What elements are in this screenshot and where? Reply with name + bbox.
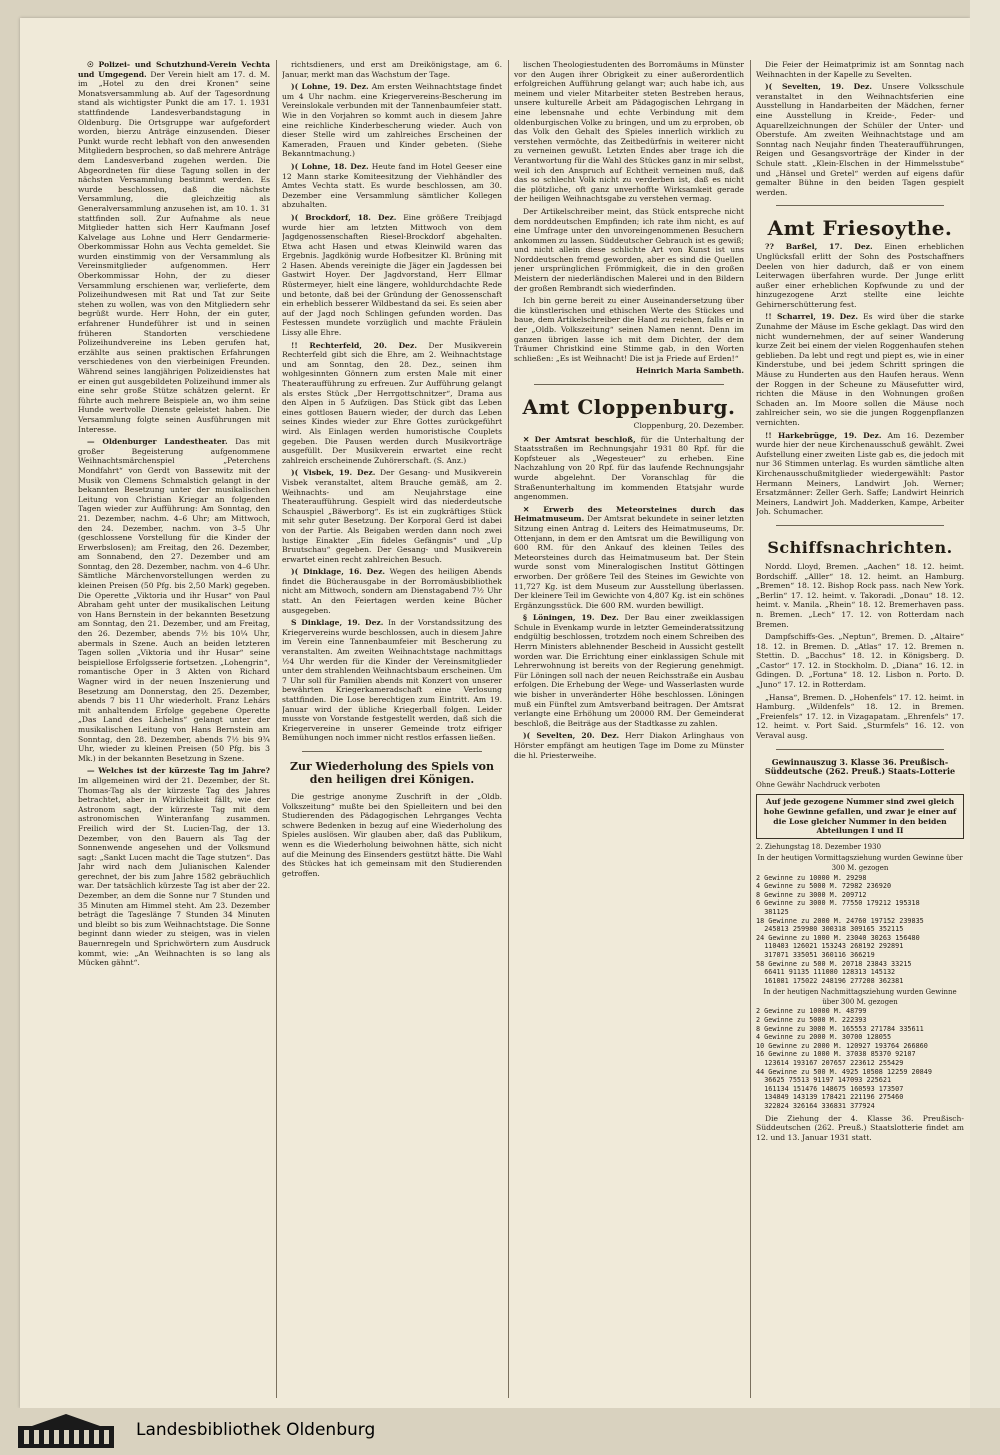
article-paragraph: Ich bin gerne bereit zu einer Auseinandersetzung über die künstlerischen und ethischen Werte des Stückes und baue, dem Artikelschreiber die Hand zu reichen, falls er in der „Oldb. Volkszeitung“ seinen Namen nennt. Denn im ganzen übrigen lasse ich mit dem Dichter, der dem Träumer Christkind eine Stimme gab, in den Worten schließen: „Es ist Weihnacht! Die ist ja Friede auf Erden!“: [514, 296, 744, 363]
lottery-morning-heading: In der heutigen Vormittagsziehung wurden Gewinne über 300 M. gezogen: [757, 854, 963, 872]
newspaper-page: [20, 18, 970, 1408]
page-edge: [970, 0, 1000, 1455]
article-lohne-viehhaendler: )( Lohne, 18. Dez. Heute fand im Hotel Geeser eine 12 Mann starke Komiteesitzung der Viehhändler des Amtes Vechta statt. Es wurde beschlossen, am 30. Dezember eine Versammlung sämtlicher Kollegen abzuhalten.: [282, 161, 502, 210]
library-building-icon: [12, 1412, 120, 1450]
article-polizei-hundverein: ☉ Polizei- und Schutzhund-Verein Vechta und Umgegend. Der Verein hielt am 17. d. M. im „Hotel zu den drei Kronen“ seine Monatsversammlung ab. Auf der Tagesordnung stand als wichtigster Punkt die am 17. 1. 1931 stattfindende Landesverbandstagung in Oldenburg. Die Ortsgruppe war aufgefordert worden, bierzu Anträge einzusenden. Dieser Punkt wurde recht lebhaft von den anwesenden Mitgliedern besprochen, so daß mehrere Anträge dem Landesverband zugehen werden. Die Abgeordneten für diese Tagung sollen in der nächsten Versammlung bestimmt werden. Es wurde beschlossen, daß die nächste Versammlung, die gleichzeitig als Generalversammlung anzusehen ist, am 10. 1. 31 stattfinden soll. Zur Aufnahme als neue Mitglieder hatten sich Herr Kaufmann Josef Kalvelage aus Lohne und Herr Gendarmerie-Oberkommissar Hohn aus Vechta gemeldet. Sie wurden einstimmig von der Versammlung als Vereinsmitglieder aufgenommen. Herr Oberkommissar Hohn, der zu dieser Versammlung erschienen war, verlieferte, dem Polizeihundwesen mit Rat und Tat zur Seite stehen zu wollen, was von den Mitgliedern sehr begrüßt wurde. Herr Hohn, der ein guter, erfahrener Hundeführer ist und in seinen früheren Standorten verschiedene Polizeihundvereine ins Leben gerufen hat, erzählte aus seinen praktischen Erfahrungen verschiedenes von den vierbeinigen Freunden. Während seines langjährigen Polizeidienstes hat er einen gut ausgebildeten Polizeihund immer als eine sehr große Stütze schätzen gelernt. Er führte auch mehrere Beispiele an, wo ihm seine Hunde wertvolle Dienste geleistet haben. Die Versammlung folgte seinen Ausführungen mit Interesse.: [78, 60, 270, 434]
article-harkebruegge: !! Harkebrügge, 19. Dez. Am 16. Dezember wurde hier der neue Kirchenausschuß gewählt. Zwei Aufstellung einer zweiten Liste gab es, die jedoch mit nur 36 Stimmen unterlag. Es wurden sämtliche alten Kirchenausschußmitglieder wiedergewählt: Pastor Hermann Meiners, Landwirt Joh. Werner; Ersatzmänner: Zeller Gerh. Saffe; Landwirt Heinrich Meiners, Landwirt Joh. Madderken, Kampe, Arbeiter Joh. Schumacher.: [756, 430, 964, 517]
shipping-hansa: „Hansa“, Bremen. D. „Hohenfels“ 17. 12. heimt. in Hamburg. „Wildenfels“ 18. 12. in Bremen. „Freienfels“ 17. 12. in Vizagapatam. „Ehrenfels“ 17. 12. heimt. v. Port Said. „Sturmfels“ 16. 12. von Veraval ausg.: [756, 692, 964, 741]
section-heading: Zur Wiederholung des Spiels von den heiligen drei Königen.: [290, 759, 494, 786]
lottery-next-draw: Die Ziehung der 4. Klasse 36. Preußisch-Süddeutschen (262. Preuß.) Staatslotterie findet am 12. und 13. Januar 1931 statt.: [756, 1113, 964, 1142]
column-1: [78, 60, 270, 1398]
article-rechterfeld: !! Rechterfeld, 20. Dez. Der Musikverein Rechterfeld gibt sich die Ehre, am 2. Weihnachtstage und am Sonntag, den 28. Dez., seinen ihm wohlgesinnten Gönnern zum ersten Male mit einer Theateraufführung zu erfreuen. Zur Aufführung gelangt als erstes Stück „Der Herrgottschnitzer“, Drama aus den Alpen in 5 Aufzügen. Das Stück gibt das Leben eines gottlosen Bauern wieder, der durch das Leben seines Kindes wieder zur Ehre Gottes zurückgeführt wird. Als Einlagen werden humoristische Couplets gegeben. Die Pausen werden durch Musikvorträge ausgefüllt. Der Musikverein erwartet eine recht zahlreich erscheinende Zuhörerschaft. (S. Anz.): [282, 340, 502, 465]
lottery-subtitle: Ohne Gewähr Nachdruck verboten: [756, 780, 881, 789]
lottery-afternoon-numbers: 2 Gewinne zu 10000 M. 48799 2 Gewinne zu 5000 M. 222393 8 Gewinne zu 3000 M. 165553 271784 335611 4 Gewinne zu 2000 M. 30700 128055 10 Gewinne zu 2000 M. 120927 193764 266860 16 Gewinne zu 1000 M. 37038 85370 92107 123614 193167 207657 223612 255429 44 Gewinne zu 500 M. 4925 10508 12259 20849 36625 75513 91197 147093 225621 161134 151476 148675 160593 173507 134849 143139 178421 221196 275460 322824 326164 336831 377924: [756, 1007, 932, 1110]
article-paragraph: Der Artikelschreiber meint, das Stück entspreche nicht dem norddeutschen Empfinden; ich rate ihm nicht, es auf eine Umfrage unter den unvoreingenommenen Besuchern ankommen zu lassen. Süddeutscher Gebrauch ist es gewiß; und nicht allein diese schlichte Art von Kunst ist uns Norddeutschen fremd geworden, aber es sind die Quellen jener ursprünglichen Frömmigkeit, die in den großen Meistern der niederländischen Malerei und in den Bildern der großen Rembrandt sich wiederfinden.: [514, 206, 744, 293]
article-heilige-drei-koenige: Die gestrige anonyme Zuschrift in der „Oldb. Volkszeitung“ mußte bei den Spielleitern und bei den Studierenden des Pädagogischen Lehrganges Vechta schwere Bedenken in bezug auf eine Wiederholung des Spieles auslösen. Wir glauben aber, daß das Publikum, wenn es die Wiederholung beiwohnen hätte, sich nicht auf die Meinung des Einsenders gestützt hätte. Die Wahl des Stückes hat ich gemeinsam mit den Studierenden getroffen.: [282, 791, 502, 878]
article-sevelten-schule: )( Sevelten, 19. Dez. Unsere Volksschule veranstaltet in den Weihnachtsferien eine Ausstellung in Handarbeiten der Mädchen, ferner eine Ausstellung in Kreide-, Feder- und Aquarellzeichnungen der Schüler der Unter- und Oberstufe. Am zweiten Weihnachtstage und am Sonntag nach Neujahr finden Theateraufführungen, Reigen und Gesangsvorträge der Kinder in der Schule statt. „Klein-Elschen in der Himmelsstube“ und „Hänsel und Gretel“ werden auf eigens dafür gemalter Bühne in den beiden Tagen gespielt werden.: [756, 82, 964, 197]
article-kuerzester-tag: — Welches ist der kürzeste Tag im Jahre? Im allgemeinen wird der 21. Dezember, der St. Thomas-Tag als der kürzeste Tag des Jahres betrachtet, aber in Wirklichkeit fällt, wie der Astronom sagt, der kürzeste Tag mit dem astronomischen Winteranfang zusammen. Freilich wird der St. Lucien-Tag, der 13. Dezember, von den Bauern als Tag der Sonnenwende angesehen und der Volksmund sagt: „Sankt Lucen macht die Tage stutzen“. Das Jahr wird nach dem Julianischen Kalender gerechnet, der bis zum Jahre 1582 gebräuchlich war. Der tatsächlich kürzeste Tag ist aber der 22. Dezember, an dem die Sonne nur 7 Stunden und 35 Minuten am Himmel steht. Am 23. Dezember beträgt die Tageslänge 7 Stunden 34 Minuten und bleibt so bis zum Weihnachtstage. Die Sonne beginnt dann wieder zu steigen, was in vielen Bauernregeln und Sprichwörtern zum Ausdruck kommt, wie: „An Weihnachten is so lang als Mücken gähnt“.: [78, 766, 270, 968]
divider: [534, 384, 724, 385]
lottery-title: Gewinnauszug 3. Klasse 36. Preußisch-Süddeutsche (262. Preuß.) Staats-Lotterie: [764, 756, 956, 777]
column-rule: [508, 60, 509, 1398]
article-brockdorf-jagd: )( Brockdorf, 18. Dez. Eine größere Treibjagd wurde hier am letzten Mittwoch von dem Jagdgenossenschaften Riesel-Brockdorf abgehalten. Etwa acht Hasen und etwas Kleinwild waren das Ergebnis. Jagdkönig wurde Hofbesitzer Kl. Brüning mit 2 Hasen. Abends vereinigte die Jäger ein Jagdessen bei Gastwirt Hoyer. Der Jagdvorstand, Herr Ellmar Rüstermeyer, hielt eine längere, wohldurchdachte Rede und betonte, daß bei der Gründung der Genossenschaft ein erheblich besserer Wildbestand da sei. Es seien aber auf der Jagd noch Schlingen gefunden worden. Das Festessen mundete vorzüglich und machte Fräulein Lissy alle Ehre.: [282, 212, 502, 338]
section-heading-amt-cloppenburg: Amt Cloppenburg.: [522, 395, 736, 419]
article-continuation: lischen Theologiestudenten des Borromäums in Münster vor den Augen ihrer Obrigkeit zu einer außerordentlich erfolgreichen Aufführung gelangt war; auch habe ich, aus meinem und vieler Mitarbeiter steten Bestreben heraus, unsere kulturelle Arbeit am Pädagogischen Lehrgang in eine lebensnahe und echte Verbindung mit dem oldenburgischen Volke zu bringen, und um zu erproben, ob das Volk den Gehalt des Spieles innerlich wirklich zu verstehen vermöchte, das Zeitbedürfnis in weiterer nicht zu verneinen gewußt. Letzten Endes aber trage ich die Verantwortung für die Wahl des Stückes ganz in mir selbst, weil ich den Anspruch auf Echtheit verneinen muß, daß das so schlecht Volk nicht zu verderben ist, daß es nicht die plötzliche, oft ganz unverhoffte Wirksamkeit gerade der heiligen Weihnachtsgabe zu verstehen vermag.: [514, 60, 744, 204]
lottery-date: 2. Ziehungstag 18. Dezember 1930: [756, 842, 882, 851]
article-amtsrat: ✕ Der Amtsrat beschloß, für die Unterhaltung der Staatsstraßen im Rechnungsjahr 1931 80 Rpf. für die Kopfsteuer als „Wegesteuer“ zu erheben. Eine Nachzahlung von 20 Rpf. für das laufende Rechnungsjahr wurde abgelehnt. Der Voranschlag für die Straßenunterhaltung im kommenden Etatsjahr wurde angenommen.: [514, 434, 744, 502]
column-2: [282, 60, 502, 1398]
divider: [302, 751, 482, 752]
article-sevelten-weihe: )( Sevelten, 20. Dez. Herr Diakon Arlinghaus von Hörster empfängt am heutigen Tage im Dome zu Münster die hl. Priesterweihe.: [514, 731, 744, 760]
section-heading-schiffsnachrichten: Schiffsnachrichten.: [767, 537, 953, 557]
article-landestheater: — Oldenburger Landestheater. Das mit großer Begeisterung aufgenommene Weihnachtsmärchenspiel „Peterchens Mondfahrt“ von Gerdt von Bassewitz mit der Musik von Clemens Schmalstich gelangt in der bekannten Besetzung unter der musikalischen Leitung von Christian Kriegar an folgenden Tagen wieder zur Aufführung: Am Sonntag, den 21. Dezember, nachm. 4–6 Uhr; am Mittwoch, den 24. Dezember, nachm. von 3–5 Uhr (geschlossene Vorstellung für die Kinder der Erwerbslosen); am Freitag, den 26. Dezember, am Sonnabend, den 27. Dezember und am Sonntag, den 28. Dezember, nachm. von 4–6 Uhr. Sämtliche Märchenvorstellungen werden zu kleinen Preisen (50 Pfg. bis 2,50 Mark) gegeben. Die Operette „Viktoria und ihr Husar“ von Paul Abraham geht unter der musikalischen Leitung von Hans Bernstein in der bekannten Besetzung am Sonntag, den 21. Dezember, und am Freitag, den 26. Dezember, abends 7½ bis 10¼ Uhr, abermals in Szene. Auch an beiden letzteren Tagen sollen „Viktoria und ihr Husar“ seine beispiellose Erfolgsserie fortsetzen. „Lohengrin“, romantische Oper in 3 Akten von Richard Wagner wird in der neuen Inszenierung und Besetzung am Donnerstag, den 25. Dezember, abends 7 bis 11 Uhr wiederholt. Franz Lehárs mit anhaltendem Erfolge gegebene Operette „Das Land des Lächelns“ gelangt unter der musikalischen Leitung von Hans Bernstein am Sonntag, den 28. Dezember, abends 7½ bis 9¾ Uhr, wieder zu kleinen Preisen (50 Pfg. bis 3 Mk.) in der bekannten Besetzung in Szene.: [78, 437, 270, 763]
article-loeningen: § Löningen, 19. Dez. Der Bau einer zweiklassigen Schule in Evenkamp wurde in letzter Gemeinderatssitzung endgültig beschlossen, trotzdem noch einem Schreiben des Herrn Ministers ablehnender Bescheid in Aussicht gestellt worden war. Die Errichtung einer einklassigen Schule mit Lehrerwohnung ist bereits von der Regierung genehmigt. Für Löningen soll nach der neuen Reichsstraße ein Ausbau erfolgen. Die Erhebung der Wege- und Wasserlasten wurde wie bisher in unveränderter Höhe beschlossen. Löningen muß ein Fünftel zum Amtsverband beitragen. Der Amtsrat verlangte eine Erhöhung um 20000 RM. Der Gemeinderat beschloß, die Beiträge aus der Stadtkasse zu zahlen.: [514, 613, 744, 728]
article-dinklage-buecher: )( Dinklage, 16. Dez. Wegen des heiligen Abends findet die Bücherausgabe in der Borromäusbibliothek nicht am Mittwoch, sondern am Dienstagabend 7½ Uhr statt. An den Feiertagen werden keine Bücher ausgegeben.: [282, 567, 502, 615]
article-lohne-krieger: )( Lohne, 19. Dez. Am ersten Weihnachtstage findet um 4 Uhr nachm. eine Kriegervereins-Bescherung im Vereinslokale verbunden mit der Tannenbaumfeier statt. Wie in den Vorjahren so kommt auch in diesem Jahre eine reichliche Kinderbescherung wieder. Auch von dieser Stelle wird um zahlreiches Erscheinen der Kameraden, Frauen und Kinder gebeten. (Siehe Bekanntmachung.): [282, 82, 502, 159]
article-barssel: ?? Barßel, 17. Dez. Einen erheblichen Unglücksfall erlitt der Sohn des Postschaffners Deelen von hier dadurch, daß er von einem Leiterwagen überfahren wurde. Der Junge erlitt außer einer erheblichen Kopfwunde zu und der hinzugezogene Arzt stellte eine leichte Gehirnerschütterung fest.: [756, 242, 964, 309]
footer-bar: [0, 1408, 1000, 1455]
lottery-morning-numbers: 2 Gewinne zu 10000 M. 29298 4 Gewinne zu 5000 M. 72982 236920 8 Gewinne zu 3000 M. 209712 6 Gewinne zu 3000 M. 77550 179212 195318 381125 18 Gewinne zu 2000 M. 24760 197152 239835 245813 259980 300318 309165 352115 24 Gewinne zu 1000 M. 23040 30263 156480 110403 126021 153243 268192 292891 317071 335051 360116 366219 58 Gewinne zu 500 M. 20718 23843 33215 66411 91135 111080 128313 145132 161081 175022 248196 277208 362381: [756, 873, 924, 985]
article-meteorstein: ✕ Erwerb des Meteorsteines durch das Heimatmuseum. Der Amtsrat bekundete in seiner letzten Sitzung einen Antrag d. Leiters des Heimatmuseums, Dr. Ottenjann, in dem er den Amtsrat um die Bewilligung von 600 RM. für den Ankauf des kleinen Teiles des Meteorsteines durch das Heimatmuseum bat. Der Stein wurde sonst vom Mineralogischen Institut Göttingen erworben. Der größere Teil des Steines im Gewichte von 11,727 Kg. ist dem Museum zur Ausstellung überlassen. Der kleinere Teil im Gewichte von 4,807 Kg. ist ein schönes Ergänzungsstück. Die 600 RM. wurden bewilligt.: [514, 504, 744, 610]
lottery-afternoon-heading: In der heutigen Nachmittagsziehung wurden Gewinne über 300 M. gezogen: [763, 988, 957, 1006]
author-signature: Heinrich Maria Sambeth.: [635, 366, 744, 376]
column-3: [514, 60, 744, 1398]
dateline: Cloppenburg, 20. Dezember.: [633, 421, 744, 430]
divider: [776, 525, 944, 526]
shipping-neptun: Dampfschiffs-Ges. „Neptun“, Bremen. D. „Altaire“ 18. 12. in Bremen. D. „Atlas“ 17. 12. Bremen n. Stettin. D. „Bacchus“ 18. 12. in Königsberg. D. „Castor“ 17. 12. in Stockholm. D. „Diana“ 16. 12. in Gdingen. D. „Fortuna“ 18. 12. Lisbon n. Porto. D. „Juno“ 17. 12. in Rotterdam.: [756, 632, 964, 690]
article-continuation: richtsdieners, und erst am Dreikönigstage, am 6. Januar, merkt man das Wachstum der Tage.: [282, 60, 502, 79]
column-4: [756, 60, 964, 1398]
column-rule: [276, 60, 277, 1398]
article-dinklage-krieger: S Dinklage, 19. Dez. In der Vorstandssitzung des Kriegervereins wurde beschlossen, auch in diesem Jahre im Verein eine Tannenbaumfeier mit Bescherung zu veranstalten. Am zweiten Weihnachtstage nachmittags ½4 Uhr werden für die Kinder der Vereinsmitglieder unter dem strahlenden Weihnachtsbaum erscheinen. Um 7 Uhr soll für Familien abends mit Konzert von unserer bewährten Kriegerkameradschaft eine Verlosung stattfinden. Die Lose berechtigen zum Eintritt. Am 19. Januar wird der übliche Kriegerball folgen. Leider musste von Vorstande festgestellt werden, daß sich die Kriegervereine in unserer Gemeinde trotz eifriger Bemühungen noch immer nicht restlos erfassen ließen.: [282, 618, 502, 743]
column-rule: [750, 60, 751, 1398]
article-scharrel: !! Scharrel, 19. Dez. Es wird über die starke Zunahme der Mäuse im Esche geklagt. Das wird den nicht wundernehmen, der auf seiner Wanderung kurze Zeit bei einem der vielen Roggenhaufen stehen geblieben. Da lebt und regt und piept es, wie in einer Kinderstube, und bei jedem Schritt springen die Mäuse zu Hunderten aus den Haufen heraus. Wenn der Roggen in der Scheune zu Mäusefutter wird, richten die Mäuse in den Wohnungen großen Schaden an. Im Moore sollen die Mäuse noch zahlreicher sein, wo sie die jungen Roggenpflanzen vernichten.: [756, 312, 964, 427]
divider: [776, 749, 944, 750]
shipping-lloyd: Nordd. Lloyd, Bremen. „Aachen“ 18. 12. heimt. Bordschiff. „Alller“ 18. 12. heimt. an Hamburg. „Bremen“ 18. 12. Bishop Rock pass. nach New York. „Berlin“ 17. 12. heimt. v. Takoradi. „Donau“ 18. 12. heimt. v. Manila. „Rhein“ 18. 12. Bremerhaven pass. n. Bremen. „Lech“ 17. 12. von Rotterdam nach Bremen.: [756, 561, 964, 629]
article-continuation: Die Feier der Heimatprimiz ist am Sonntag nach Weihnachten in der Kapelle zu Sevelten.: [756, 60, 964, 79]
section-heading-amt-friesoythe: Amt Friesoythe.: [767, 216, 953, 241]
lottery-notice-box: Auf jede gezogene Nummer sind zwei gleich hohe Gewinne gefallen, und zwar je einer auf die Lose gleicher Nummer in den beiden Abteilungen I und II: [756, 794, 964, 838]
library-name: Landesbibliothek Oldenburg: [136, 1420, 376, 1440]
article-visbek: )( Visbek, 19. Dez. Der Gesang- und Musikverein Visbek veranstaltet, altem Brauche gemäß, am 2. Weihnachts- und am Neujahrstage eine Theateraufführung. Gespielt wird das niederdeutsche Schauspiel „Bäwerborg“. Es ist ein zugkräftiges Stück mit sehr guter Besetzung. Der Korporal Gerd ist dabei von der Partie. Als Beigaben werden dann noch zwei lustige Einakter „Ein fideles Gefängnis“ und „Up Bruutschau“ gegeben. Der Gesang- und Musikverein erwartet einen recht zahlreichen Besuch.: [282, 468, 502, 564]
divider: [776, 205, 944, 206]
